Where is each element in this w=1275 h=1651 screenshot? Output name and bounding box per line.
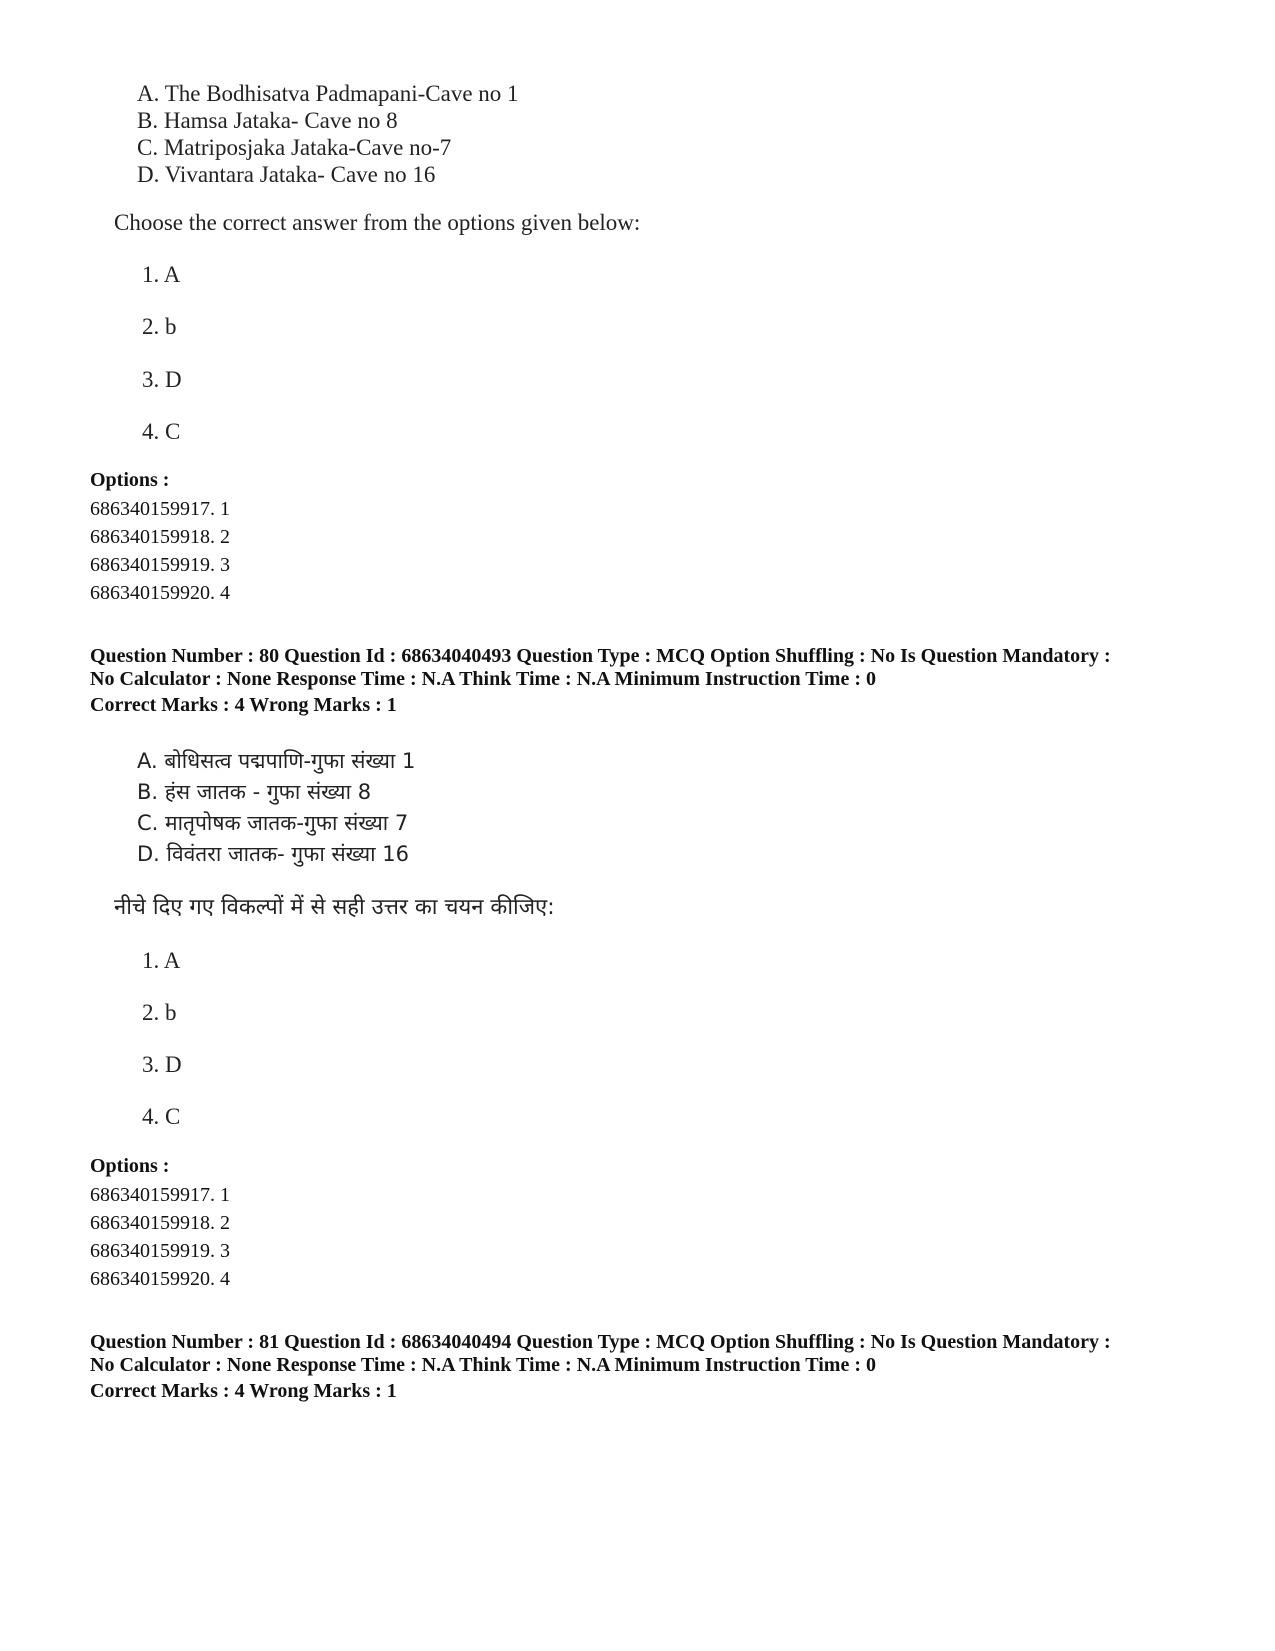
option-row: 686340159918. 2 — [90, 1212, 230, 1234]
question-meta-line-2: No Calculator : None Response Time : N.A Think Time : N.A Minimum Instruction Time : 0 — [90, 1354, 876, 1376]
option-row: 686340159920. 4 — [90, 1268, 230, 1290]
statement-b: B. हंस जातक - गुफा संख्या 8 — [137, 780, 372, 804]
statement-c: C. Matriposjaka Jataka-Cave no-7 — [137, 135, 452, 160]
question-meta-line-2: No Calculator : None Response Time : N.A Think Time : N.A Minimum Instruction Time : 0 — [90, 668, 876, 690]
answer-choice-1: 1. A — [142, 948, 181, 973]
option-row: 686340159918. 2 — [90, 526, 230, 548]
answer-choice-3: 3. D — [142, 1052, 182, 1077]
marks-line: Correct Marks : 4 Wrong Marks : 1 — [90, 1380, 397, 1402]
statement-a: A. बोधिसत्व पद्मपाणि-गुफा संख्या 1 — [137, 749, 416, 773]
answer-choice-3: 3. D — [142, 367, 182, 392]
answer-choice-4: 4. C — [142, 1104, 181, 1129]
option-row: 686340159917. 1 — [90, 498, 230, 520]
statement-c: C. मातृपोषक जातक-गुफा संख्या 7 — [137, 811, 409, 835]
option-row: 686340159917. 1 — [90, 1184, 230, 1206]
question-meta-line-1: Question Number : 80 Question Id : 68634040493 Question Type : MCQ Option Shuffling : No Is Question Mandatory : — [90, 645, 1111, 667]
answer-choice-1: 1. A — [142, 262, 181, 287]
statement-d: D. Vivantara Jataka- Cave no 16 — [137, 162, 436, 187]
option-row: 686340159919. 3 — [90, 554, 230, 576]
statement-b: B. Hamsa Jataka- Cave no 8 — [137, 108, 398, 133]
choose-instruction: Choose the correct answer from the options given below: — [114, 210, 641, 235]
answer-choice-2: 2. b — [142, 1000, 177, 1025]
answer-choice-4: 4. C — [142, 419, 181, 444]
options-heading: Options : — [90, 1155, 170, 1177]
choose-instruction: नीचे दिए गए विकल्पों में से सही उत्तर का चयन कीजिए: — [114, 895, 555, 920]
statement-d: D. विवंतरा जातक- गुफा संख्या 16 — [137, 842, 409, 866]
answer-choice-2: 2. b — [142, 314, 177, 339]
marks-line: Correct Marks : 4 Wrong Marks : 1 — [90, 694, 397, 716]
question-meta-line-1: Question Number : 81 Question Id : 68634040494 Question Type : MCQ Option Shuffling : No Is Question Mandatory : — [90, 1331, 1111, 1353]
options-heading: Options : — [90, 469, 170, 491]
option-row: 686340159919. 3 — [90, 1240, 230, 1262]
statement-a: A. The Bodhisatva Padmapani-Cave no 1 — [137, 81, 519, 106]
option-row: 686340159920. 4 — [90, 582, 230, 604]
